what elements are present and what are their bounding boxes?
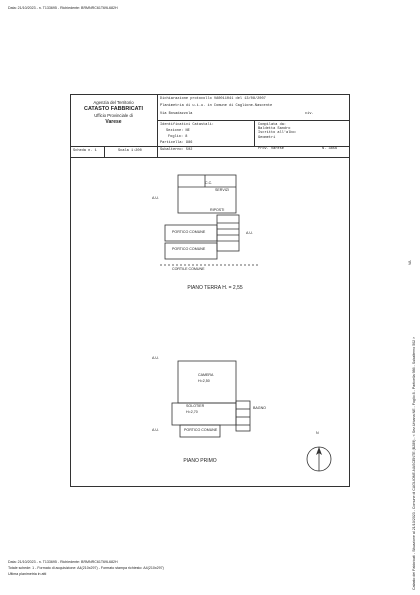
first-floor-title: PIANO PRIMO [183,458,217,464]
compiled-row [258,123,297,140]
scheda-divider [104,146,105,157]
street-value: Bosadazzola [168,112,193,116]
subalterno-label: Subalterno: [160,148,184,152]
side-vertical-text: Catasto dei Fabbricati - Situazione al 21/10/2023 - Comune di CAGLIONE-NASCENTE (B289) - < Sez.Urbana NE - Foglio 8 - Particella 986 - Subalterno 502 > [412,336,416,590]
protocol-label: Dichiarazione protocollo [160,97,212,101]
date-value: 13/08/2007 [244,97,266,101]
label-au-2: A.U. [246,231,253,235]
plan-label: Planimetria di u.i.u. in Comune di [160,104,234,108]
prov-num: N. 3856 [322,147,338,151]
compiled-value: Baldetta Sandro [258,127,291,132]
room-portico-1: PORTICO COMUNE [172,230,206,234]
protocol-value: VA0011041 [213,97,234,101]
sezione-row [166,129,190,133]
foglio-row [168,135,187,139]
footer-line2: Totale schede: 1 - Formato di acquisizione: A4(210x297) - Formato stampa richiesto: A4(210x297) [8,566,164,570]
room-cc: C.C. [205,181,213,185]
header-bottom-line [70,146,350,147]
municipality-row [160,104,272,108]
header-divider-right [254,120,255,146]
subalterno-row [160,148,192,152]
ground-stair [217,215,239,251]
label-au-4: A.U. [152,428,159,432]
register-label: Iscritto all'albo: [258,131,297,136]
label-au-3: A.U. [152,356,159,360]
first-stair [236,401,250,431]
subalterno-value: 502 [185,148,193,152]
room-portico-2: PORTICO COMUNE [172,247,206,251]
agency-block [70,100,157,125]
protocol-row [160,97,266,101]
agency-name: Agenzia del Territorio [93,100,134,105]
municipality-value: Caglione-Nascente [235,104,273,108]
agency-catasto: CATASTO FABBRICATI [84,106,143,112]
ground-portico-2 [165,243,217,259]
agency-office: Ufficio Provinciale di [94,113,133,118]
room-camera: CAMERA [198,373,214,377]
room-riposti: RIPOSTI [210,208,225,212]
scala-divider [157,146,158,157]
side-mark: VA [408,260,412,265]
north-label: N [316,431,319,435]
room-solotier-h: H=2,70 [186,410,198,414]
room-camera-h: H=2,50 [198,379,210,383]
top-stamp: Data: 21/10/2023 - n. T133695 - Richiedente: BRMNRC61T69L682H [8,6,118,10]
scheda-label: Scheda n. 1 [73,149,97,153]
register-value: Geometri [258,135,276,140]
civico-label: civ. [305,112,314,116]
scala-label: Scala 1:200 [118,149,142,153]
id-label: Identificativi Catastali: [160,123,214,127]
particella-value: 986 [185,141,193,145]
date-label: del [235,97,243,101]
room-portico-first: PORTICO COMUNE [184,428,218,432]
prov-label: Prov. Varese [258,147,284,151]
room-servizi: SERVIZI [215,188,229,192]
footer-line3: Ultima planimetria in atti [8,572,47,576]
footer-line1: Data: 21/10/2023 - n. T133695 - Richiedente: BRMNRC61T69L682H [8,560,118,564]
sezione-value: NE [185,129,190,133]
ground-floor-drawing [150,165,280,280]
sezione-label: Sezione: [166,129,184,133]
compiled-label: Compilata da: [258,123,287,127]
north-arrow-icon [302,435,336,475]
street-label: Via [160,112,167,116]
agency-province: Varese [105,119,122,125]
particella-label: Particella: [160,141,184,145]
foglio-value: 8 [185,135,188,139]
label-au-1: A.U. [152,196,159,200]
room-cortile: CORTILE COMUNE [172,267,205,271]
particella-row [160,141,192,145]
scheda-line [70,157,350,158]
ground-floor-title: PIANO TERRA H. = 2,55 [187,285,243,291]
street-row [160,112,192,116]
label-bagno: BAGNO [253,406,266,410]
room-solotier: SOLOTIER [186,404,205,408]
foglio-label: Foglio: [168,135,184,139]
